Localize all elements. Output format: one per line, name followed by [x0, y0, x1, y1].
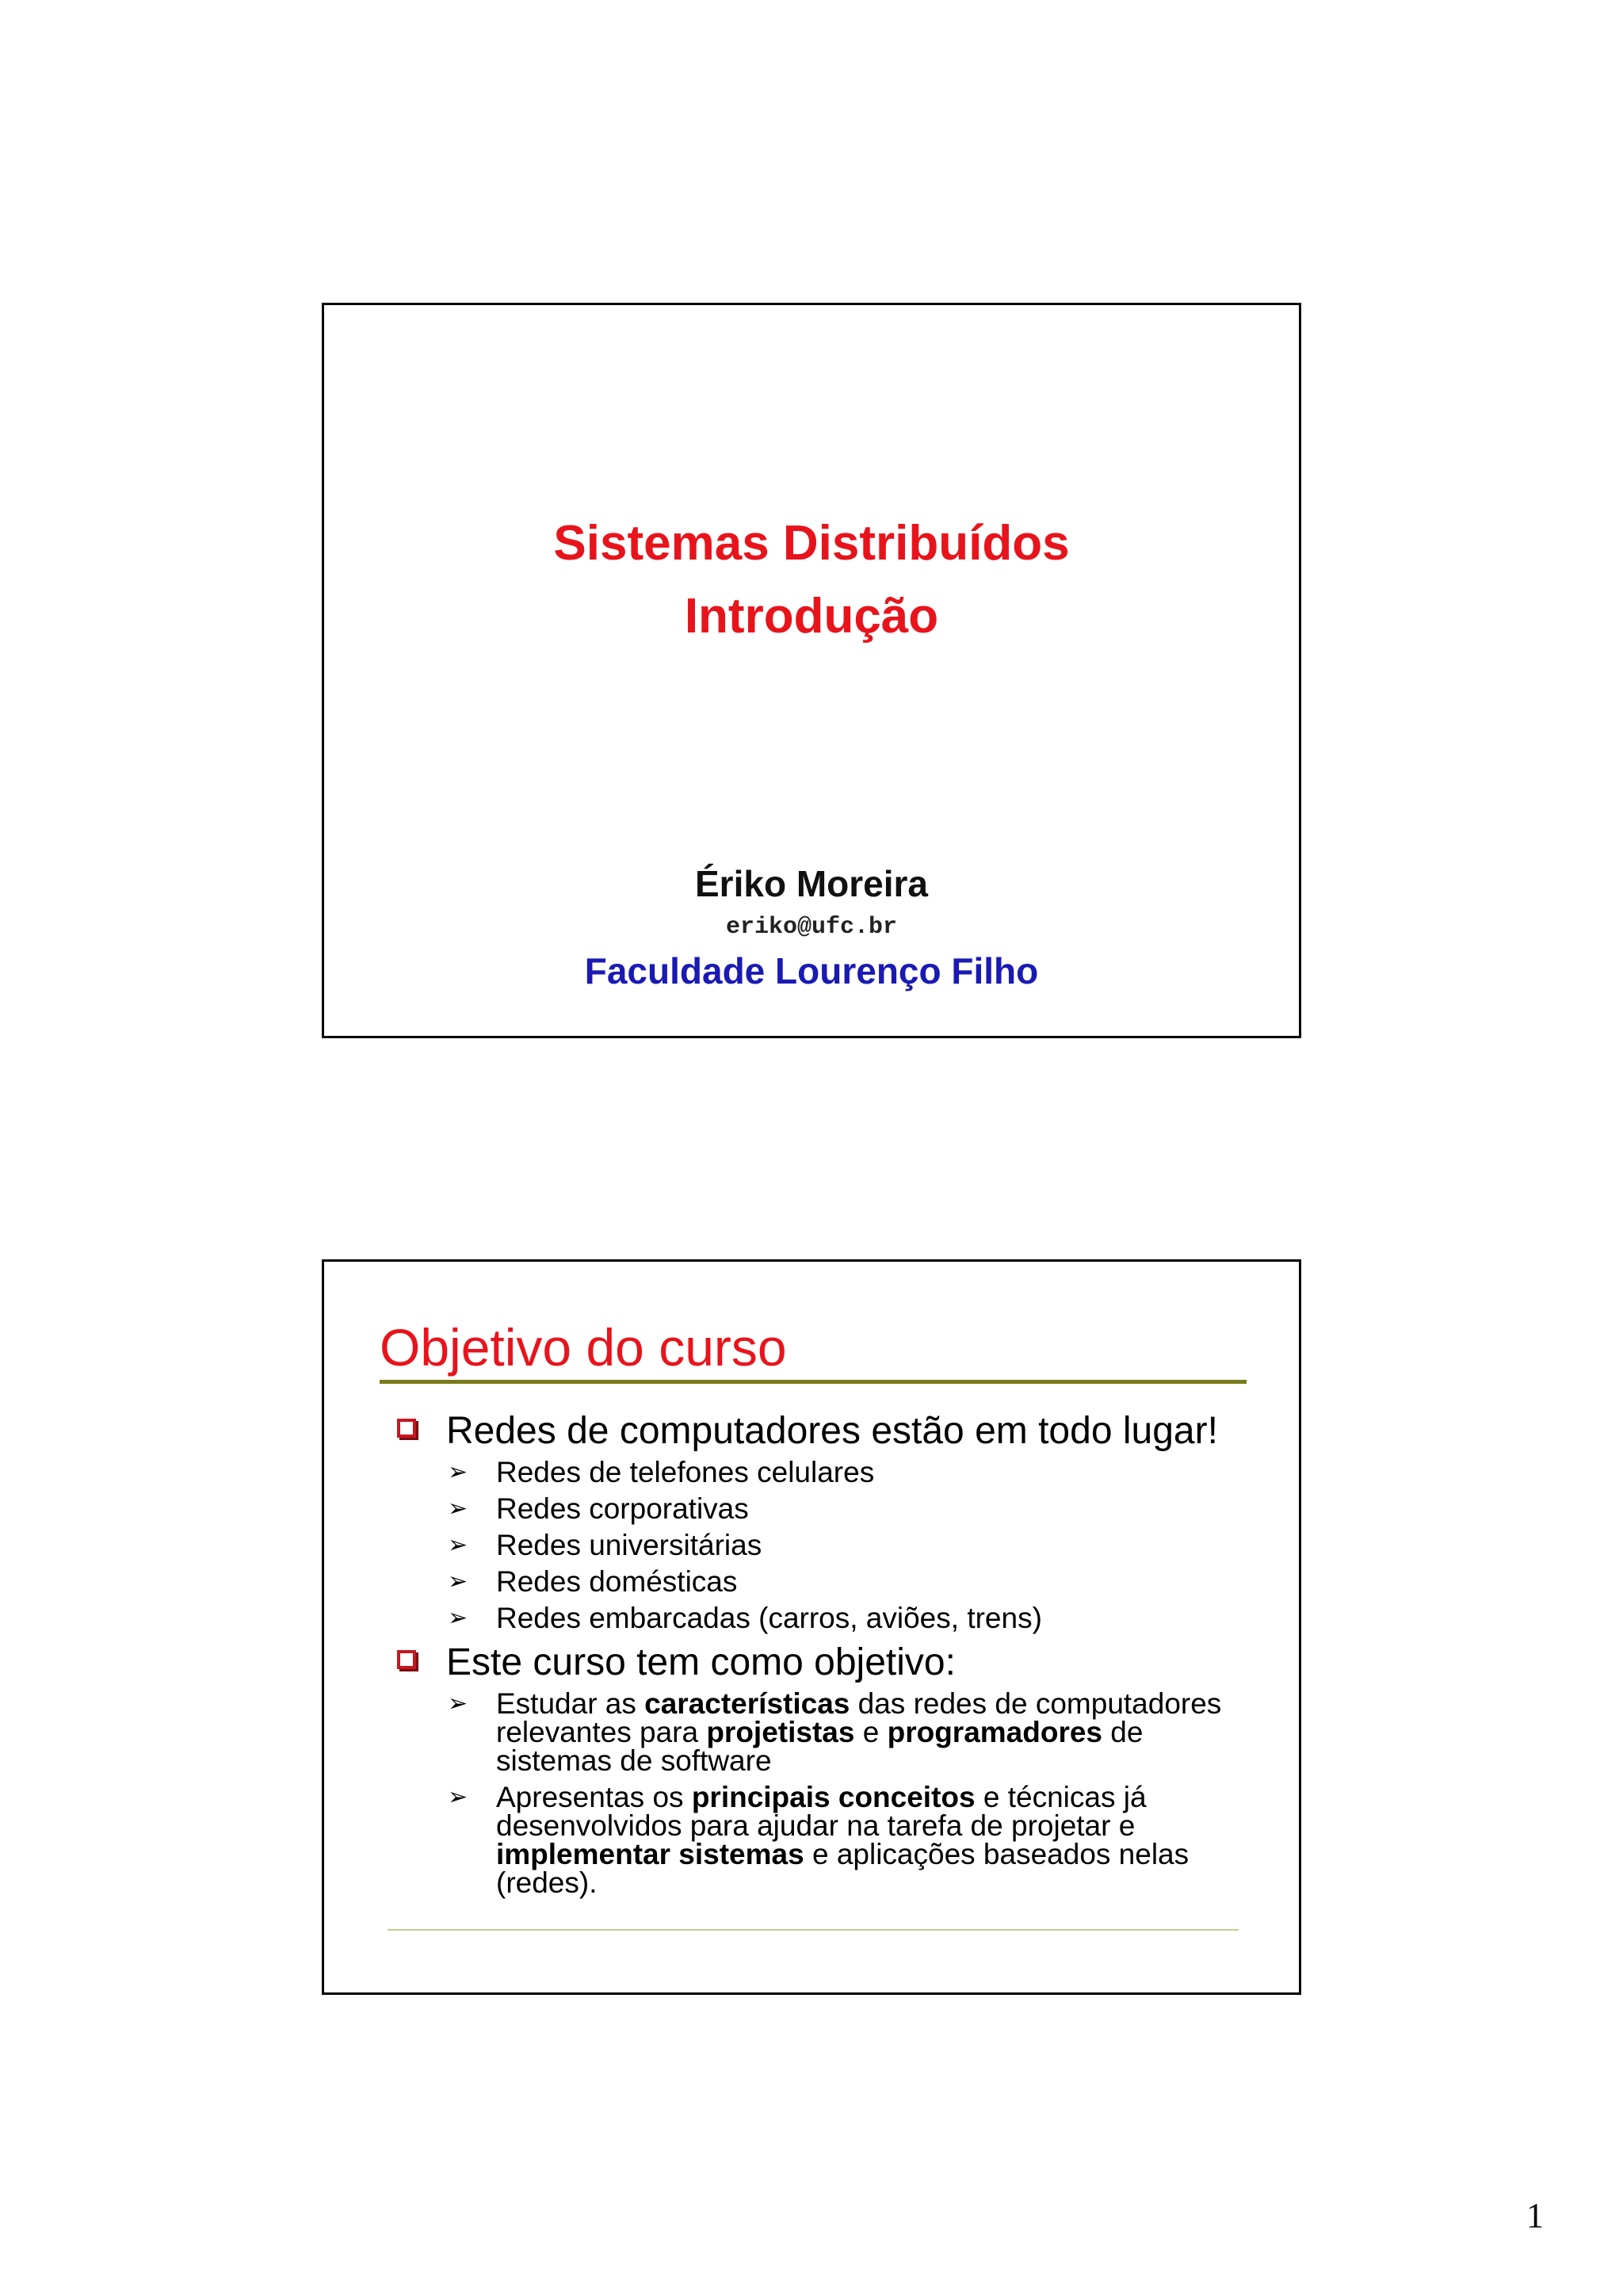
arrow-bullet-icon: ➢	[448, 1532, 468, 1558]
sub-bullet-list	[397, 1458, 1253, 1633]
sub-bullet-item	[397, 1783, 1253, 1897]
sub-bullet-item	[397, 1531, 1253, 1560]
sub-bullet-item	[397, 1604, 1253, 1633]
footer-divider	[388, 1929, 1239, 1931]
sub-bullet-text: Redes corporativas	[496, 1492, 749, 1525]
bullet-text: Este curso tem como objetivo:	[446, 1641, 956, 1683]
sub-bullet-text-part: Apresentas os	[496, 1781, 692, 1813]
sub-bullet-text: Redes universitárias	[496, 1529, 762, 1561]
arrow-bullet-icon: ➢	[448, 1459, 468, 1485]
author-email: eriko@ufc.br	[725, 914, 898, 941]
sub-bullet-item	[397, 1492, 1253, 1525]
bullet-item	[397, 1409, 1253, 1454]
heading-divider	[380, 1380, 1247, 1384]
sub-bullet-text-part: Estudar as	[496, 1687, 645, 1720]
slide-body	[397, 1409, 1253, 1905]
slide-objectives	[322, 1259, 1301, 1995]
sub-bullet-item	[397, 1458, 1253, 1487]
sub-bullet-text: Redes domésticas	[496, 1565, 738, 1598]
square-bullet-icon	[397, 1419, 416, 1438]
slide-title-block	[324, 507, 1299, 653]
author-block	[324, 860, 1299, 995]
sub-bullet-list	[397, 1687, 1253, 1899]
emphasis-text: implementar sistemas	[496, 1838, 804, 1870]
author-name: Ériko Moreira	[695, 863, 928, 904]
sub-bullet-text-part: das redes de computadores relevantes para	[496, 1687, 1222, 1748]
arrow-bullet-icon: ➢	[448, 1784, 468, 1810]
emphasis-text: projetistas	[706, 1716, 855, 1748]
bullet-text: Redes de computadores estão em todo lugar!	[446, 1410, 1218, 1452]
bullet-item	[397, 1641, 1253, 1685]
page-number: 1	[1526, 2196, 1544, 2235]
arrow-bullet-icon: ➢	[448, 1605, 468, 1631]
emphasis-text: principais conceitos	[691, 1781, 976, 1813]
emphasis-text: programadores	[887, 1716, 1103, 1748]
sub-bullet-text: Redes embarcadas (carros, aviões, trens)	[496, 1602, 1042, 1634]
slide-title	[322, 303, 1301, 1038]
sub-bullet-text-part: de sistemas de software	[496, 1716, 1144, 1777]
presentation-subtitle: Introdução	[684, 589, 939, 644]
square-bullet-icon	[397, 1650, 416, 1669]
arrow-bullet-icon: ➢	[448, 1690, 468, 1717]
arrow-bullet-icon: ➢	[448, 1496, 468, 1522]
arrow-bullet-icon: ➢	[448, 1568, 468, 1595]
emphasis-text: características	[644, 1687, 850, 1720]
sub-bullet-item	[397, 1687, 1253, 1777]
sub-bullet-item	[397, 1565, 1253, 1598]
presentation-title: Sistemas Distribuídos	[553, 516, 1070, 571]
sub-bullet-text-part: e técnicas já desenvolvidos para ajudar na tarefa de projetar e	[496, 1781, 1147, 1842]
sub-bullet-text-part: e	[854, 1716, 888, 1748]
sub-bullet-text-part: e aplicações baseados nelas (redes).	[496, 1838, 1190, 1899]
sub-bullet-text: Redes de telefones celulares	[496, 1456, 875, 1488]
slide-heading: Objetivo do curso	[380, 1318, 787, 1377]
institution-name: Faculdade Lourenço Filho	[584, 950, 1039, 991]
